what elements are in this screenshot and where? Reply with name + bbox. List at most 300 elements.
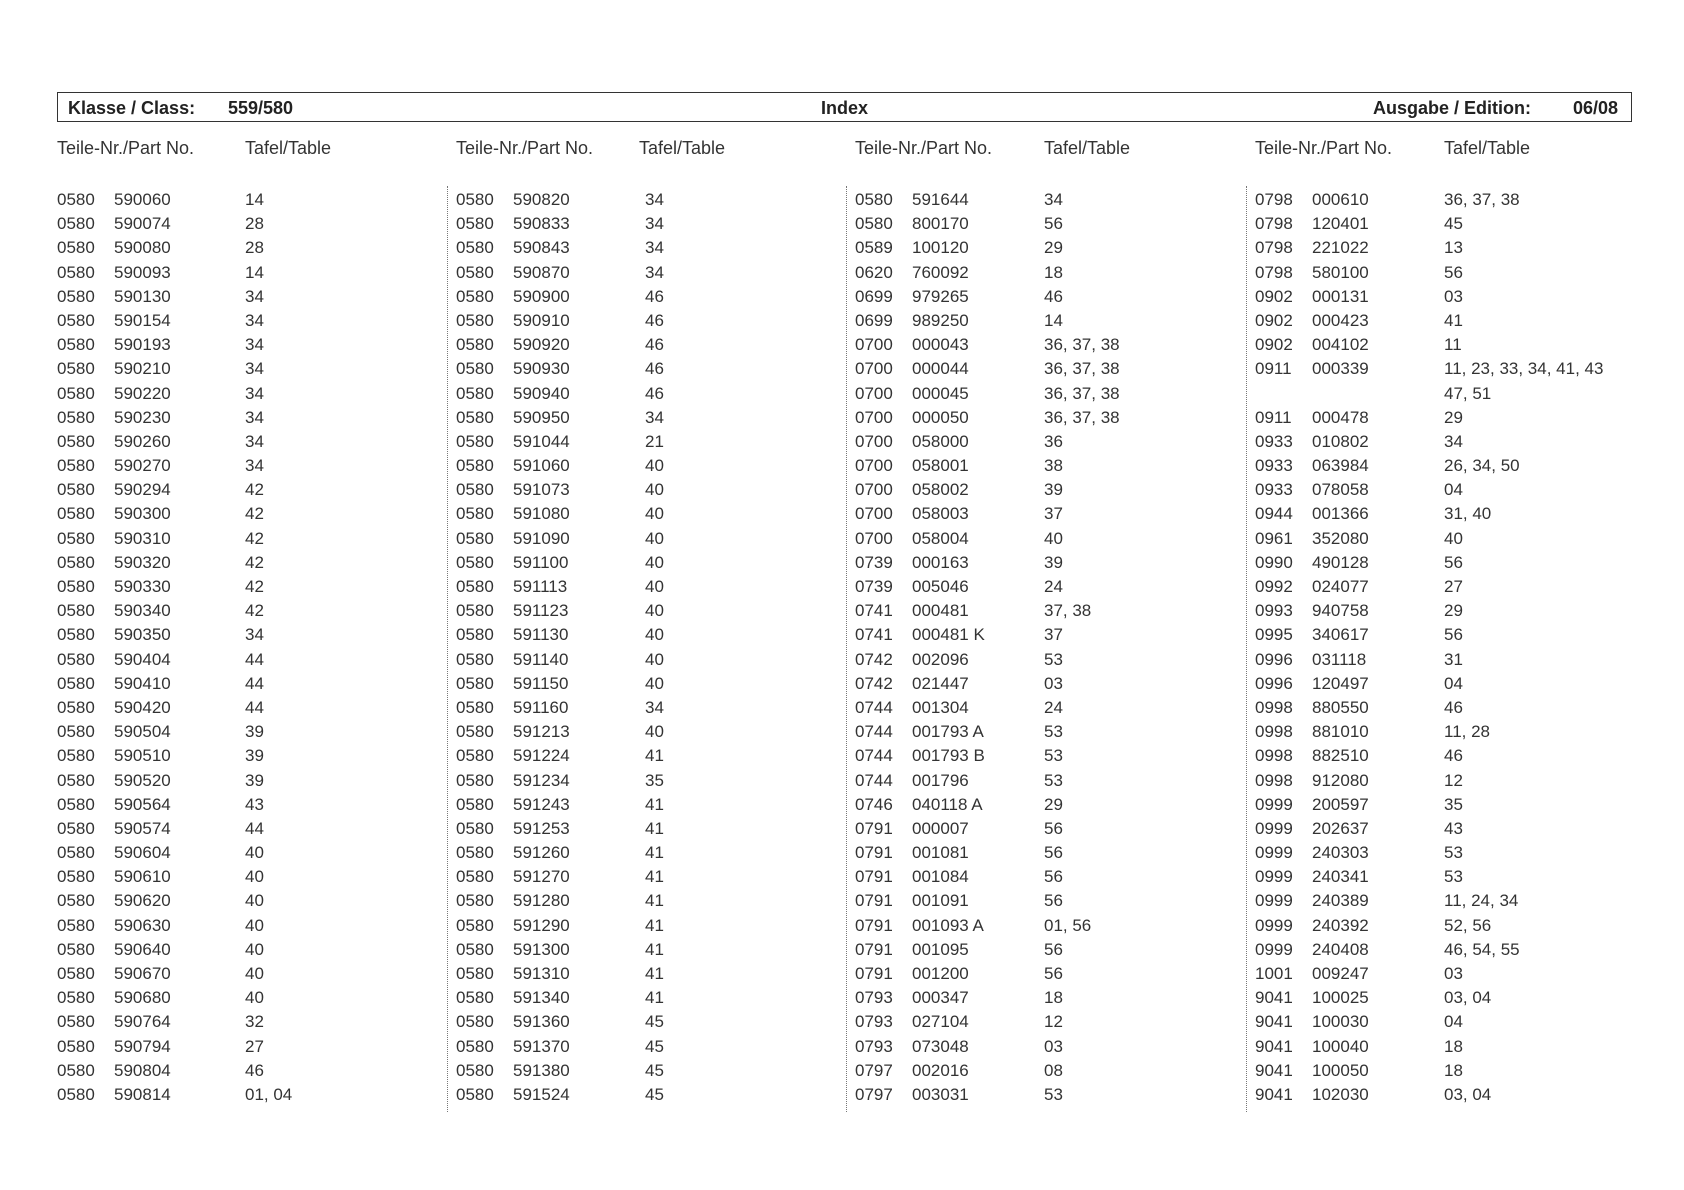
index-row <box>456 916 826 940</box>
table-ref: 56 <box>1044 214 1063 234</box>
table-ref: 40 <box>245 891 264 911</box>
table-ref: 14 <box>245 190 264 209</box>
part-number: 760092 <box>912 262 969 282</box>
part-number: 058000 <box>912 431 969 451</box>
part-prefix: 0791 <box>855 964 893 983</box>
index-row <box>1255 359 1625 383</box>
part-number: 590640 <box>114 939 171 959</box>
part-prefix: 0700 <box>855 407 893 427</box>
index-header-bar <box>57 92 1632 122</box>
index-row <box>855 1012 1225 1036</box>
index-row <box>57 384 427 408</box>
part-prefix: 0580 <box>456 383 494 403</box>
table-ref: 42 <box>245 480 264 500</box>
part-number: 024077 <box>1312 577 1369 596</box>
part-number: 001366 <box>1312 504 1369 524</box>
part-prefix: 0902 <box>1255 286 1293 306</box>
table-ref: 12 <box>1444 770 1463 790</box>
table-ref: 36, 37, 38 <box>1044 407 1120 427</box>
part-no-heading: Teile-Nr./Part No. <box>456 138 594 158</box>
table-ref: 11 <box>1444 335 1462 355</box>
part-prefix: 0580 <box>57 214 95 234</box>
table-ref: 53 <box>1044 746 1063 766</box>
part-number: 000347 <box>912 988 969 1008</box>
index-row <box>855 867 1225 891</box>
part-number: 590270 <box>114 456 171 476</box>
part-number: 912080 <box>1312 770 1369 790</box>
table-ref: 56 <box>1044 843 1063 863</box>
part-number: 800170 <box>912 214 969 234</box>
part-number: 058002 <box>912 480 969 500</box>
part-number: 591280 <box>513 891 570 911</box>
part-prefix: 0744 <box>855 722 893 742</box>
table-ref: 14 <box>245 262 264 282</box>
part-prefix: 0700 <box>855 528 893 548</box>
part-number: 989250 <box>912 310 969 330</box>
part-prefix: 0580 <box>456 746 494 766</box>
part-prefix: 0793 <box>855 1012 893 1032</box>
index-row <box>456 940 826 964</box>
part-number: 590080 <box>114 238 171 258</box>
part-prefix: 0580 <box>456 1060 494 1080</box>
index-row <box>855 819 1225 843</box>
table-ref: 18 <box>1444 1060 1463 1080</box>
part-number: 000044 <box>912 359 969 379</box>
index-row <box>855 238 1225 262</box>
index-row <box>855 577 1225 601</box>
part-prefix: 0580 <box>456 770 494 790</box>
table-ref: 46 <box>645 359 664 379</box>
part-number: 100030 <box>1312 1012 1369 1032</box>
part-number: 590060 <box>114 190 171 209</box>
index-row <box>1255 722 1625 746</box>
index-row <box>456 964 826 988</box>
index-row <box>855 287 1225 311</box>
part-prefix: 0580 <box>456 673 494 693</box>
index-row <box>855 916 1225 940</box>
index-row <box>855 384 1225 408</box>
index-row <box>456 650 826 674</box>
part-number: 880550 <box>1312 697 1369 717</box>
index-row <box>456 891 826 915</box>
part-number: 590300 <box>114 504 171 524</box>
part-number: 590210 <box>114 359 171 379</box>
part-number: 078058 <box>1312 480 1369 500</box>
part-number: 001793 B <box>912 746 985 766</box>
part-number: 000045 <box>912 383 969 403</box>
part-number: 590340 <box>114 601 171 621</box>
part-number: 591100 <box>513 552 569 572</box>
part-prefix: 0961 <box>1255 528 1293 548</box>
part-number: 591243 <box>513 794 570 814</box>
part-prefix: 0620 <box>855 262 893 282</box>
table-ref: 29 <box>1444 601 1463 621</box>
table-ref: 40 <box>245 964 264 983</box>
part-prefix: 0995 <box>1255 625 1293 645</box>
index-row <box>855 190 1225 214</box>
index-row <box>1255 674 1625 698</box>
table-ref: 46 <box>645 286 664 306</box>
part-prefix: 0580 <box>456 843 494 863</box>
table-ref: 45 <box>645 1060 664 1080</box>
part-number: 590820 <box>513 190 570 209</box>
table-ref: 01, 56 <box>1044 915 1092 935</box>
part-number: 120401 <box>1312 214 1369 234</box>
table-ref: 01, 04 <box>245 1084 293 1104</box>
index-row <box>1255 916 1625 940</box>
table-ref: 56 <box>1044 818 1063 838</box>
part-prefix: 0999 <box>1255 818 1293 838</box>
index-row <box>1255 601 1625 625</box>
table-ref: 44 <box>245 673 264 693</box>
part-number: 591360 <box>513 1012 570 1032</box>
index-row <box>855 408 1225 432</box>
part-prefix: 0791 <box>855 867 893 887</box>
part-prefix: 0911 <box>1255 359 1292 379</box>
part-number: 100050 <box>1312 1060 1369 1080</box>
part-number: 031118 <box>1312 649 1367 669</box>
index-row <box>456 432 826 456</box>
table-ref: 29 <box>1444 407 1463 427</box>
part-number: 591044 <box>513 431 570 451</box>
part-number: 000163 <box>912 552 969 572</box>
part-prefix: 0580 <box>456 310 494 330</box>
index-row <box>57 238 427 262</box>
table-ref: 40 <box>645 480 664 500</box>
index-row <box>1255 1012 1625 1036</box>
part-prefix: 0580 <box>456 964 494 983</box>
part-prefix: 0700 <box>855 480 893 500</box>
part-prefix: 0580 <box>456 577 494 596</box>
table-ref: 18 <box>1044 988 1063 1008</box>
table-heading: Tafel/Table <box>245 138 332 158</box>
table-ref: 34 <box>1444 431 1463 451</box>
table-ref: 46 <box>1444 746 1463 766</box>
part-number: 063984 <box>1312 456 1369 476</box>
table-ref: 03, 04 <box>1444 988 1492 1008</box>
index-row <box>57 843 427 867</box>
table-ref: 34 <box>645 697 664 717</box>
part-number: 881010 <box>1312 722 1369 742</box>
part-number: 009247 <box>1312 964 1369 983</box>
table-ref: 28 <box>245 214 264 234</box>
part-number: 001200 <box>912 964 969 983</box>
part-number: 590574 <box>114 818 171 838</box>
index-row <box>57 480 427 504</box>
part-prefix: 0580 <box>456 697 494 717</box>
part-prefix: 0580 <box>456 214 494 234</box>
part-number: 591310 <box>513 964 570 983</box>
index-row <box>855 1037 1225 1061</box>
part-prefix: 0580 <box>456 286 494 306</box>
part-prefix: 0793 <box>855 1036 893 1056</box>
table-ref: 44 <box>245 818 264 838</box>
table-ref: 29 <box>1044 238 1063 258</box>
part-number: 591150 <box>513 673 569 693</box>
index-row <box>855 529 1225 553</box>
table-ref: 53 <box>1444 843 1463 863</box>
part-number: 010802 <box>1312 431 1369 451</box>
part-prefix: 0580 <box>57 964 95 983</box>
table-ref: 41 <box>645 988 664 1008</box>
part-number: 000478 <box>1312 407 1369 427</box>
part-number: 591370 <box>513 1036 570 1056</box>
part-prefix: 9041 <box>1255 1036 1293 1056</box>
index-row <box>456 287 826 311</box>
part-number: 590130 <box>114 286 171 306</box>
table-ref: 34 <box>645 262 664 282</box>
table-ref: 45 <box>645 1084 664 1104</box>
table-ref: 52, 56 <box>1444 915 1492 935</box>
table-ref: 34 <box>645 214 664 234</box>
part-prefix: 0580 <box>57 407 95 427</box>
table-ref: 56 <box>1044 867 1063 887</box>
table-ref: 34 <box>245 286 264 306</box>
part-prefix: 0580 <box>456 552 494 572</box>
part-prefix: 0580 <box>456 359 494 379</box>
index-row <box>1255 408 1625 432</box>
part-prefix: 0739 <box>855 577 893 596</box>
part-prefix: 0933 <box>1255 480 1293 500</box>
table-ref: 36, 37, 38 <box>1044 335 1120 355</box>
part-prefix: 0580 <box>456 867 494 887</box>
part-number: 940758 <box>1312 601 1369 621</box>
index-row <box>57 891 427 915</box>
part-number: 590804 <box>114 1060 171 1080</box>
table-ref: 44 <box>245 649 264 669</box>
part-number: 590520 <box>114 770 171 790</box>
column-divider <box>846 186 847 1112</box>
part-number: 490128 <box>1312 552 1369 572</box>
table-ref: 43 <box>245 794 264 814</box>
part-prefix: 0999 <box>1255 867 1293 887</box>
part-prefix: 0699 <box>855 286 893 306</box>
table-ref: 03 <box>1444 964 1463 983</box>
part-prefix: 0996 <box>1255 673 1293 693</box>
index-row <box>855 625 1225 649</box>
index-row <box>1255 432 1625 456</box>
table-ref: 03 <box>1044 673 1063 693</box>
edition-label: Ausgabe / Edition: <box>1372 98 1531 118</box>
index-row <box>1255 384 1625 408</box>
index-row <box>456 335 826 359</box>
index-row <box>1255 287 1625 311</box>
part-number: 590630 <box>114 915 171 935</box>
index-row <box>456 214 826 238</box>
part-number: 590294 <box>114 480 171 500</box>
index-row <box>1255 964 1625 988</box>
index-row <box>57 674 427 698</box>
part-number: 591644 <box>912 190 969 209</box>
part-prefix: 0580 <box>456 625 494 645</box>
table-ref: 42 <box>245 528 264 548</box>
part-number: 591290 <box>513 915 570 935</box>
index-row <box>456 698 826 722</box>
part-number: 590350 <box>114 625 171 645</box>
table-ref: 46 <box>645 383 664 403</box>
part-prefix: 0580 <box>456 335 494 355</box>
table-ref: 24 <box>1044 577 1063 596</box>
klasse-label: Klasse / Class: <box>68 98 196 118</box>
table-ref: 37 <box>1044 625 1063 645</box>
table-ref: 41 <box>1444 310 1463 330</box>
table-ref: 11, 23, 33, 34, 41, 43 <box>1444 359 1604 379</box>
part-prefix: 0580 <box>57 456 95 476</box>
part-prefix: 0580 <box>57 262 95 282</box>
index-row <box>456 311 826 335</box>
table-ref: 34 <box>245 310 264 330</box>
table-ref: 34 <box>245 359 264 379</box>
index-row <box>855 746 1225 770</box>
part-prefix: 0580 <box>57 577 95 596</box>
part-number: 000043 <box>912 335 969 355</box>
index-row <box>855 650 1225 674</box>
index-row <box>456 384 826 408</box>
index-row <box>1255 553 1625 577</box>
index-row <box>1255 771 1625 795</box>
part-prefix: 0700 <box>855 383 893 403</box>
part-number: 591060 <box>513 456 570 476</box>
table-heading: Tafel/Table <box>639 138 726 158</box>
part-number: 591524 <box>513 1084 570 1104</box>
part-prefix: 0580 <box>456 891 494 911</box>
table-ref: 31, 40 <box>1444 504 1492 524</box>
table-ref: 46 <box>1444 697 1463 717</box>
part-prefix: 0580 <box>57 988 95 1008</box>
index-row <box>57 601 427 625</box>
part-prefix: 0580 <box>456 722 494 742</box>
index-row <box>57 432 427 456</box>
part-number: 590950 <box>513 407 570 427</box>
table-ref: 40 <box>245 843 264 863</box>
part-number: 003031 <box>912 1084 969 1104</box>
table-ref: 39 <box>1044 552 1063 572</box>
index-row <box>57 771 427 795</box>
table-ref: 41 <box>645 915 664 935</box>
index-row <box>57 408 427 432</box>
table-ref: 36 <box>1044 431 1063 451</box>
table-ref: 39 <box>1044 480 1063 500</box>
part-prefix: 0580 <box>456 1084 494 1104</box>
table-heading: Tafel/Table <box>1044 138 1131 158</box>
index-row <box>1255 940 1625 964</box>
part-prefix: 0580 <box>57 1084 95 1104</box>
part-prefix: 0791 <box>855 843 893 863</box>
index-column-4 <box>1255 138 1625 1114</box>
part-prefix: 0580 <box>57 673 95 693</box>
part-number: 590220 <box>114 383 171 403</box>
part-prefix: 0999 <box>1255 939 1293 959</box>
part-number: 202637 <box>1312 818 1369 838</box>
part-number: 005046 <box>912 577 969 596</box>
index-row <box>456 504 826 528</box>
table-ref: 34 <box>245 335 264 355</box>
part-prefix: 0580 <box>855 190 893 209</box>
part-prefix: 0580 <box>57 383 95 403</box>
part-number: 590940 <box>513 383 570 403</box>
index-row <box>1255 746 1625 770</box>
part-prefix: 0798 <box>1255 262 1293 282</box>
index-rows <box>57 190 427 1109</box>
index-row <box>456 795 826 819</box>
part-prefix: 0580 <box>57 601 95 621</box>
part-prefix: 0700 <box>855 431 893 451</box>
table-ref: 08 <box>1044 1060 1063 1080</box>
table-ref: 36, 37, 38 <box>1444 190 1520 209</box>
part-number: 058003 <box>912 504 969 524</box>
part-prefix: 0580 <box>57 286 95 306</box>
part-prefix: 0580 <box>456 528 494 548</box>
part-prefix: 0580 <box>57 1036 95 1056</box>
part-number: 240303 <box>1312 843 1369 863</box>
index-row <box>456 529 826 553</box>
table-ref: 39 <box>245 722 264 742</box>
table-ref: 27 <box>245 1036 264 1056</box>
table-ref: 41 <box>645 818 664 838</box>
table-ref: 26, 34, 50 <box>1444 456 1520 476</box>
table-ref: 18 <box>1044 262 1063 282</box>
part-prefix: 0793 <box>855 988 893 1008</box>
table-ref: 40 <box>1444 528 1463 548</box>
index-row <box>1255 311 1625 335</box>
part-prefix: 0798 <box>1255 238 1293 258</box>
table-ref: 41 <box>645 964 664 983</box>
table-ref: 40 <box>645 601 664 621</box>
part-number: 591140 <box>513 649 569 669</box>
index-row <box>1255 504 1625 528</box>
part-number: 590930 <box>513 359 570 379</box>
index-row <box>1255 819 1625 843</box>
table-ref: 32 <box>245 1012 264 1032</box>
part-prefix: 0700 <box>855 504 893 524</box>
table-ref: 41 <box>645 794 664 814</box>
part-prefix: 0580 <box>456 939 494 959</box>
index-row <box>57 287 427 311</box>
index-row <box>57 577 427 601</box>
part-prefix: 0580 <box>57 431 95 451</box>
part-number: 590074 <box>114 214 171 234</box>
part-number: 000131 <box>1312 286 1369 306</box>
index-column-2 <box>456 138 826 1114</box>
part-prefix: 0933 <box>1255 456 1293 476</box>
table-ref: 42 <box>245 601 264 621</box>
index-row <box>855 263 1225 287</box>
part-prefix: 0580 <box>57 238 95 258</box>
part-prefix: 0739 <box>855 552 893 572</box>
table-ref: 46, 54, 55 <box>1444 939 1520 959</box>
part-prefix: 0580 <box>456 794 494 814</box>
table-ref: 11, 24, 34 <box>1444 891 1519 911</box>
part-prefix: 0580 <box>57 1060 95 1080</box>
part-prefix: 0993 <box>1255 601 1293 621</box>
part-number: 100040 <box>1312 1036 1369 1056</box>
part-prefix: 0791 <box>855 915 893 935</box>
part-prefix: 9041 <box>1255 1084 1293 1104</box>
part-number: 000423 <box>1312 310 1369 330</box>
part-prefix: 0999 <box>1255 891 1293 911</box>
table-ref: 45 <box>645 1012 664 1032</box>
part-number: 590900 <box>513 286 570 306</box>
table-ref: 53 <box>1044 649 1063 669</box>
part-prefix: 0580 <box>456 238 494 258</box>
part-prefix: 9041 <box>1255 988 1293 1008</box>
part-number: 002096 <box>912 649 969 669</box>
index-row <box>456 1037 826 1061</box>
part-number: 240392 <box>1312 915 1369 935</box>
table-ref: 40 <box>645 504 664 524</box>
table-ref: 47, 51 <box>1444 383 1492 403</box>
part-number: 591340 <box>513 988 570 1008</box>
